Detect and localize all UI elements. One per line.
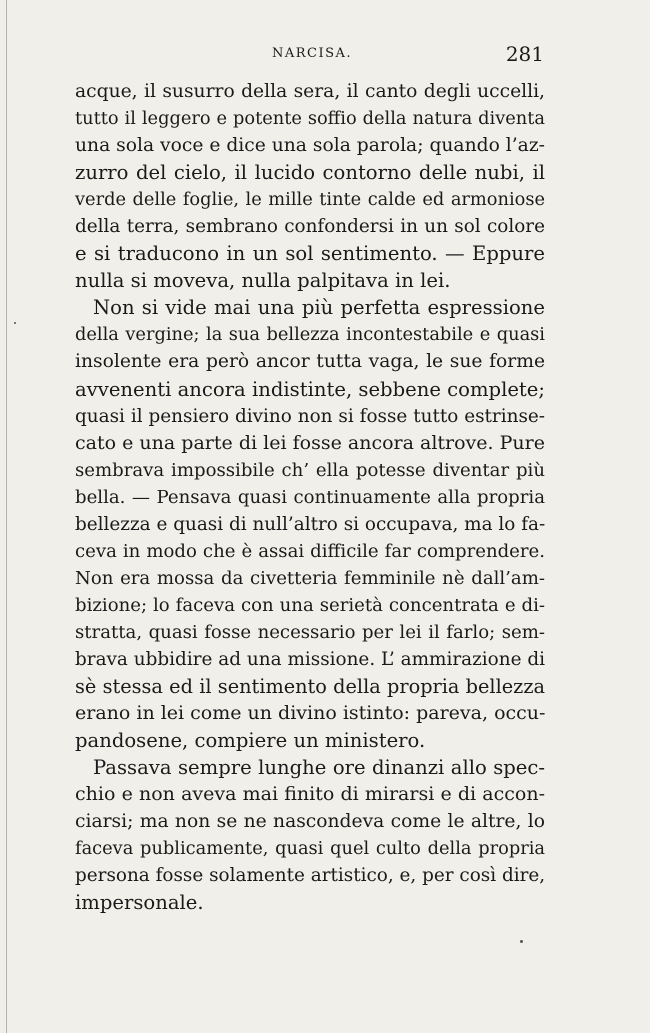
text-line: faceva publicamente, quasi quel culto della propria: [75, 838, 545, 860]
print-speck: [14, 322, 16, 324]
print-speck: [520, 940, 523, 943]
text-line: cato e una parte di lei fosse ancora altrove. Pure: [75, 431, 545, 454]
text-line: chio e non aveva mai finito di mirarsi e di accon-: [75, 783, 545, 806]
text-line: acque, il susurro della sera, il canto degli uccelli,: [75, 81, 545, 102]
text-line: zurro del cielo, il lucido contorno delle nubi, il: [75, 161, 545, 185]
text-line: sè stessa ed il sentimento della propria bellezza: [75, 675, 545, 699]
text-line: bizione; lo faceva con una serietà concentrata e di-: [75, 594, 545, 616]
text-line: ciarsi; ma non se ne nascondeva come le altre, lo: [75, 811, 545, 833]
text-line: bellezza e quasi di null’altro si occupava, ma lo fa-: [75, 513, 546, 535]
text-line: bella. — Pensava quasi continuamente alla propria: [75, 486, 545, 508]
text-line: verde delle foglie, le mille tinte calde ed armoniose: [75, 189, 545, 211]
text-line: nulla si moveva, nulla palpitava in lei.: [75, 269, 451, 293]
page-header: [0, 40, 650, 70]
text-line: pandosene, compiere un ministero.: [75, 729, 426, 753]
text-line: della vergine; la sua bellezza incontestabile e quasi: [75, 324, 545, 346]
body-text: [75, 78, 545, 916]
text-line: sembrava impossibile ch’ ella potesse diventar più: [75, 459, 545, 481]
text-line: quasi il pensiero divino non si fosse tutto estrinse-: [75, 405, 545, 427]
text-line: erano in lei come un divino istinto: pareva, occu-: [75, 702, 546, 725]
text-line: ceva in modo che è assai difficile far comprendere.: [75, 540, 545, 562]
paragraph-2: [75, 294, 545, 754]
text-line: Non era mossa da civetteria femminile nè dall’am-: [75, 567, 545, 589]
paragraph-1: [75, 78, 545, 294]
text-line: impersonale.: [75, 891, 204, 915]
text-line: brava ubbidire ad una missione. L’ ammirazione di: [75, 648, 545, 670]
text-line: insolente era però ancor tutta vaga, le sue forme: [75, 351, 545, 373]
text-line: Non si vide mai una più perfetta espressione: [93, 296, 545, 320]
text-line: e si traducono in un sol sentimento. — Eppure: [75, 242, 545, 266]
text-line: tutto il leggero e potente soffio della natura diventa: [75, 108, 545, 130]
text-line: una sola voce e dice una sola parola; quando l’az-: [75, 135, 545, 157]
page-number: 281: [505, 42, 544, 66]
paragraph-3: [75, 754, 545, 916]
binding-edge: [6, 0, 7, 1033]
running-head: NARCISA.: [272, 46, 353, 61]
text-line: avvenenti ancora indistinte, sebbene complete;: [75, 377, 546, 401]
text-line: persona fosse solamente artistico, e, per così dire,: [75, 865, 546, 887]
text-line: della terra, sembrano confondersi in un sol colore: [75, 216, 545, 238]
text-line: Passava sempre lunghe ore dinanzi allo spec-: [93, 756, 545, 780]
text-line: stratta, quasi fosse necessario per lei il farlo; sem-: [75, 621, 545, 643]
